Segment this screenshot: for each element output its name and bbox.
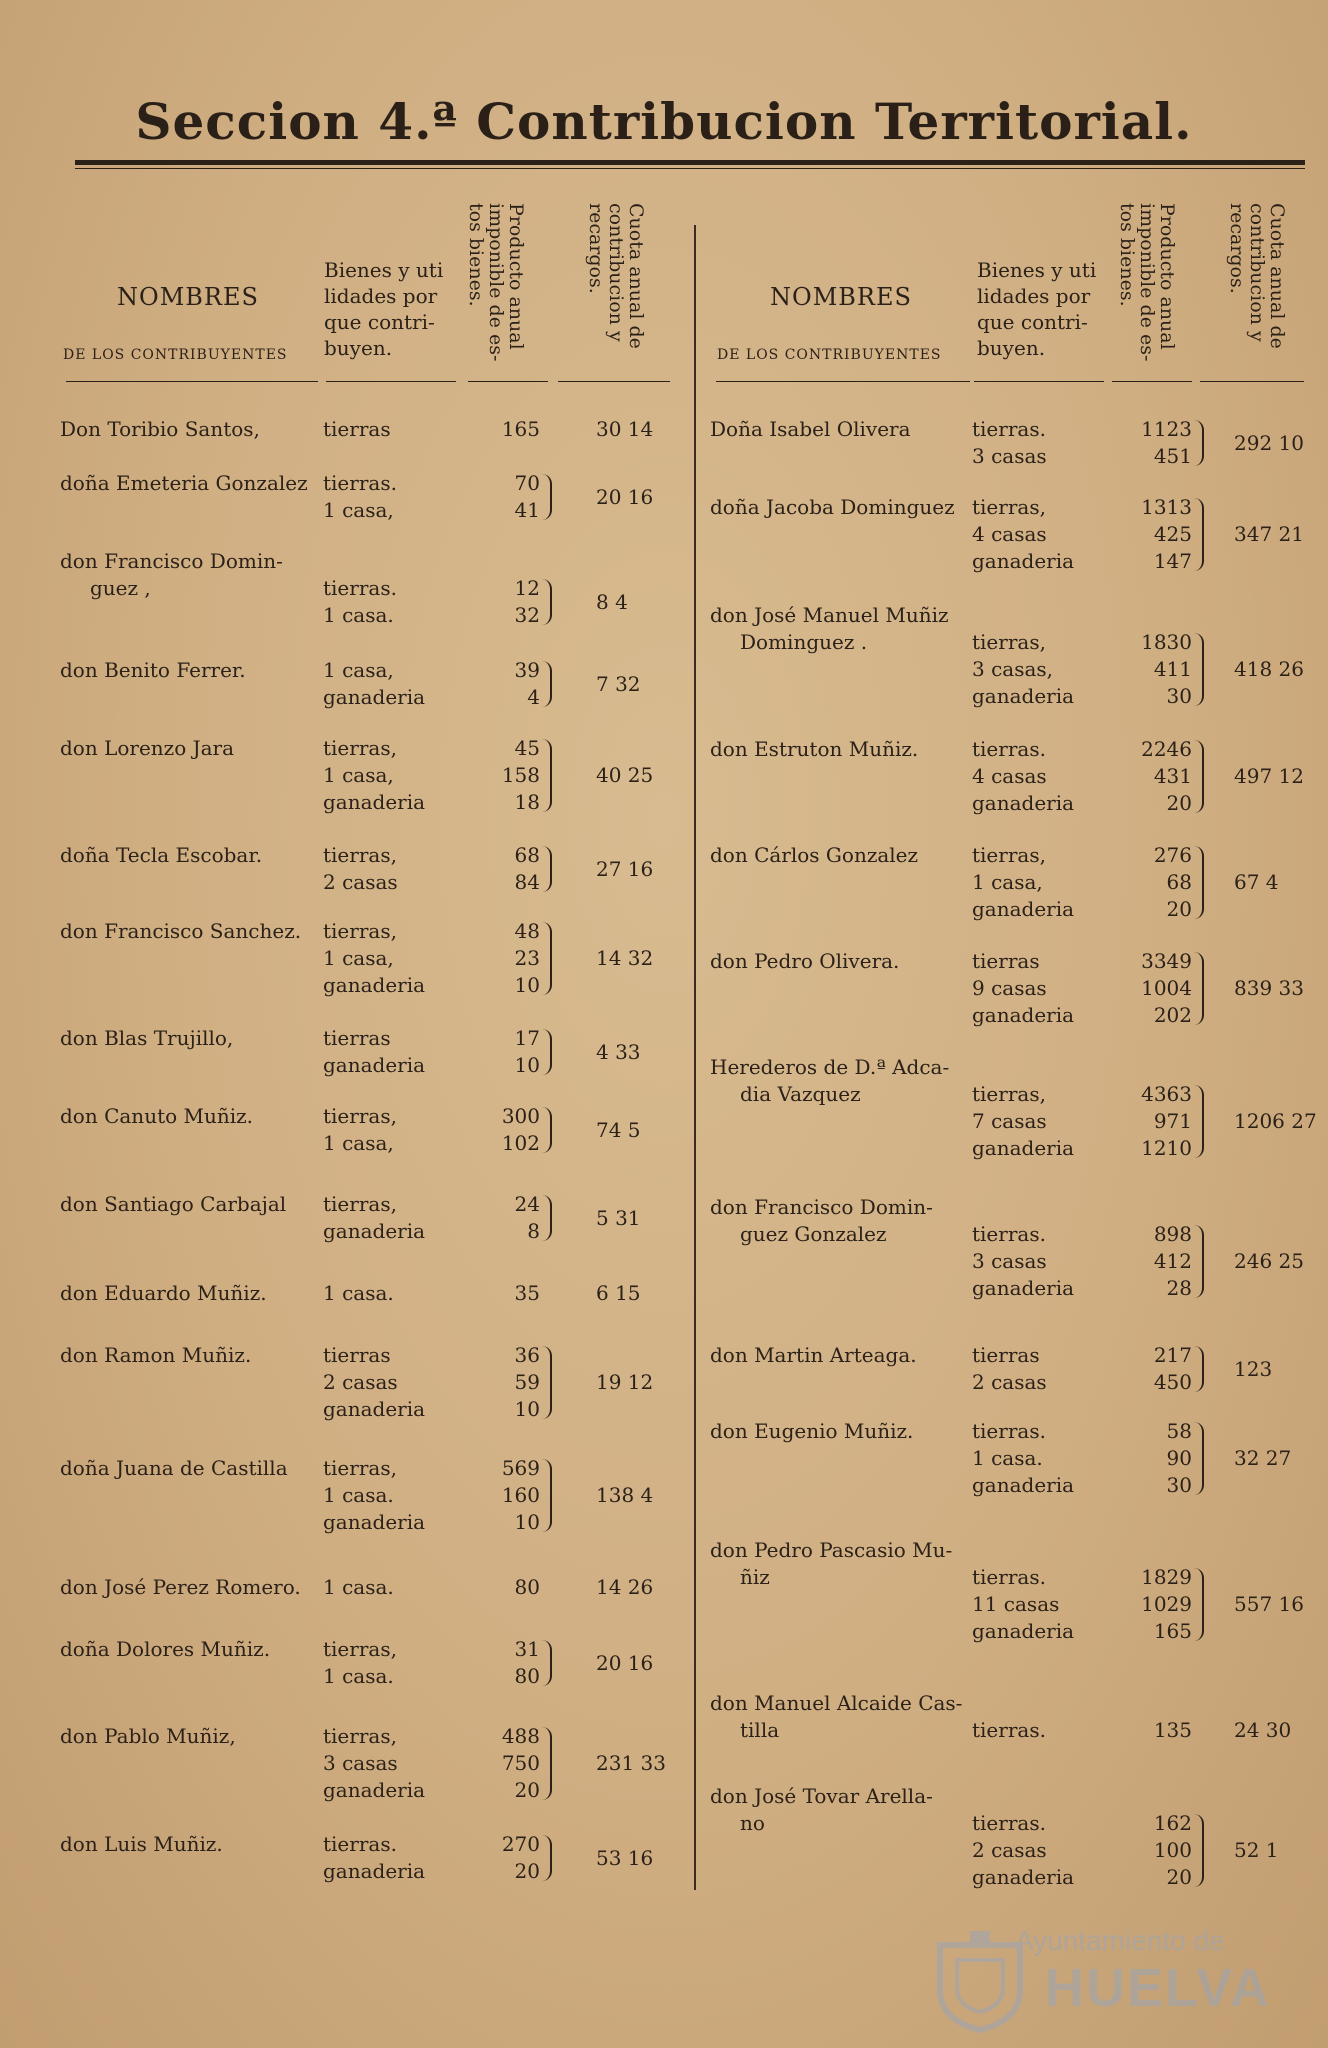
- product-amount: 1829: [1141, 1565, 1192, 1589]
- annual-quota: 40 25: [596, 763, 654, 787]
- product-amount: 68: [514, 843, 540, 867]
- contributor-name: don Lorenzo Jara: [60, 736, 235, 760]
- asset-type: ganaderia: [323, 1397, 426, 1421]
- product-amount: 10: [514, 973, 540, 997]
- asset-type: tierras.: [972, 1565, 1046, 1589]
- product-amount: 20: [1166, 791, 1192, 815]
- asset-type: tierras: [972, 949, 1040, 973]
- contributor-name: guez Gonzalez: [740, 1222, 887, 1246]
- annual-quota: 52 1: [1234, 1838, 1279, 1862]
- asset-type: ganaderia: [972, 791, 1075, 815]
- contributor-name: Dominguez .: [740, 630, 868, 654]
- product-amount: 431: [1153, 764, 1192, 788]
- product-amount: 10: [514, 1397, 540, 1421]
- asset-type: ganaderia: [972, 1136, 1075, 1160]
- grouping-brace: [542, 661, 552, 707]
- annual-quota: 32 27: [1234, 1446, 1292, 1470]
- asset-type: 2 casas: [972, 1370, 1047, 1394]
- grouping-brace: [1194, 1814, 1204, 1887]
- grouping-brace: [1194, 1568, 1204, 1641]
- annual-quota: 4 33: [596, 1039, 641, 1064]
- annual-quota: 6 15: [596, 1281, 641, 1305]
- asset-type: tierras,: [323, 843, 397, 867]
- asset-type: ganaderia: [323, 790, 426, 814]
- asset-type: ganaderia: [323, 1219, 426, 1243]
- contributor-name: don José Manuel Muñiz: [710, 603, 949, 627]
- asset-type: tierras,: [323, 919, 397, 943]
- title-rule: [75, 160, 1305, 165]
- product-amount: 488: [501, 1724, 540, 1748]
- product-amount: 1004: [1141, 976, 1192, 1000]
- bienes-heading: Bienes y uti lidades por que contri- buyen.: [324, 258, 444, 360]
- product-amount: 90: [1166, 1446, 1192, 1470]
- product-amount: 68: [1166, 870, 1192, 894]
- annual-quota: 24 30: [1234, 1718, 1292, 1742]
- grouping-brace: [1194, 1346, 1204, 1392]
- product-amount: 20: [514, 1778, 540, 1802]
- annual-quota: 67 4: [1234, 870, 1279, 894]
- grouping-brace: [542, 739, 552, 812]
- asset-type: 3 casas,: [972, 657, 1054, 681]
- page-title: Seccion 4.ª Contribucion Territorial.: [135, 92, 1193, 151]
- contributor-name: don Francisco Sanchez.: [60, 919, 302, 943]
- product-amount: 411: [1153, 657, 1192, 681]
- grouping-brace: [542, 1107, 552, 1153]
- asset-type: tierras,: [972, 843, 1046, 867]
- contribuyentes-subheading: DE LOS CONTRIBUYENTES: [63, 347, 288, 363]
- annual-quota: 27 16: [596, 856, 654, 881]
- asset-type: tierras,: [323, 736, 397, 760]
- contributor-name: don José Tovar Arella-: [710, 1784, 933, 1808]
- contributor-name: doña Jacoba Dominguez: [710, 495, 955, 519]
- asset-type: ganaderia: [972, 1865, 1075, 1889]
- contributor-name: don Benito Ferrer.: [60, 658, 246, 682]
- contributor-name: tilla: [740, 1718, 780, 1742]
- asset-type: tierras: [323, 1026, 391, 1050]
- asset-type: tierras.: [972, 1718, 1046, 1742]
- asset-type: ganaderia: [972, 1003, 1075, 1027]
- grouping-brace: [542, 1195, 552, 1241]
- asset-type: tierras: [972, 1343, 1040, 1367]
- product-amount: 1210: [1141, 1136, 1192, 1160]
- product-amount: 28: [1166, 1276, 1192, 1300]
- annual-quota: 20 16: [596, 484, 654, 509]
- asset-type: ganaderia: [323, 1510, 426, 1534]
- product-amount: 20: [514, 1859, 540, 1883]
- product-amount: 1029: [1141, 1592, 1192, 1616]
- product-amount: 450: [1153, 1370, 1192, 1394]
- contributor-name: don Ramon Muñiz.: [60, 1343, 252, 1367]
- bienes-heading-right: Bienes y uti lidades por que contri- buyen.: [977, 258, 1097, 360]
- asset-type: tierras,: [323, 1104, 397, 1128]
- product-amount: 412: [1153, 1249, 1192, 1273]
- contributor-name: doña Dolores Muñiz.: [60, 1637, 271, 1661]
- asset-type: tierras: [323, 1343, 391, 1367]
- asset-type: 3 casas: [972, 1249, 1047, 1273]
- product-amount: 30: [1166, 684, 1192, 708]
- product-amount: 165: [501, 417, 540, 441]
- product-amount: 35: [514, 1281, 540, 1305]
- contributor-name: don Eduardo Muñiz.: [60, 1281, 267, 1305]
- annual-quota: 292 10: [1234, 430, 1304, 455]
- contributor-name: don Luis Muñiz.: [60, 1832, 223, 1856]
- asset-type: tierras,: [323, 1637, 397, 1661]
- annual-quota: 497 12: [1234, 764, 1304, 788]
- product-amount: 58: [1166, 1419, 1192, 1443]
- asset-type: 1 casa,: [323, 946, 394, 970]
- asset-type: 1 casa,: [323, 763, 394, 787]
- asset-type: tierras,: [323, 1192, 397, 1216]
- asset-type: tierras.: [972, 1811, 1046, 1835]
- product-amount: 18: [514, 790, 540, 814]
- product-amount: 80: [514, 1575, 540, 1599]
- asset-type: 3 casas: [972, 444, 1047, 468]
- grouping-brace: [1194, 498, 1204, 571]
- asset-type: 11 casas: [972, 1592, 1060, 1616]
- asset-type: tierras,: [323, 1456, 397, 1480]
- product-amount: 1830: [1141, 630, 1192, 654]
- grouping-brace: [1194, 740, 1204, 813]
- annual-quota: 7 32: [596, 671, 641, 696]
- product-amount: 300: [501, 1104, 540, 1128]
- watermark-line2: HUELVA: [1045, 1958, 1271, 2018]
- contributor-name: doña Tecla Escobar.: [60, 843, 263, 867]
- asset-type: 9 casas: [972, 976, 1047, 1000]
- contributor-name: don Pedro Olivera.: [710, 949, 900, 973]
- asset-type: 1 casa.: [323, 603, 394, 627]
- grouping-brace: [1194, 633, 1204, 706]
- cuota-heading: Cuota anual de contribucion y recargos.: [585, 203, 647, 349]
- asset-type: 1 casa,: [323, 1131, 394, 1155]
- annual-quota: 53 16: [596, 1845, 654, 1870]
- asset-type: 2 casas: [972, 1838, 1047, 1862]
- asset-type: ganaderia: [972, 1473, 1075, 1497]
- asset-type: tierras.: [972, 1419, 1046, 1443]
- product-amount: 39: [514, 658, 540, 682]
- contributor-name: doña Juana de Castilla: [60, 1456, 288, 1480]
- product-amount: 32: [514, 603, 540, 627]
- product-amount: 36: [514, 1343, 540, 1367]
- asset-type: tierras,: [972, 495, 1046, 519]
- product-amount: 84: [514, 870, 540, 894]
- asset-type: tierras.: [323, 1832, 397, 1856]
- annual-quota: 1206 27: [1234, 1109, 1317, 1133]
- contributor-name: don Martin Arteaga.: [710, 1343, 917, 1367]
- annual-quota: 123: [1234, 1356, 1273, 1381]
- grouping-brace: [542, 1835, 552, 1881]
- product-amount: 165: [1153, 1619, 1192, 1643]
- asset-type: ganaderia: [972, 1276, 1075, 1300]
- asset-type: ganaderia: [972, 1619, 1075, 1643]
- product-amount: 158: [501, 763, 540, 787]
- grouping-brace: [542, 474, 552, 520]
- contributor-name: Herederos de D.ª Adca-: [710, 1055, 950, 1079]
- product-amount: 451: [1153, 444, 1192, 468]
- product-amount: 162: [1153, 1811, 1192, 1835]
- product-amount: 10: [514, 1053, 540, 1077]
- asset-type: tierras.: [972, 417, 1046, 441]
- product-amount: 48: [514, 919, 540, 943]
- product-amount: 24: [514, 1192, 540, 1216]
- producto-heading: Producto anual imponible de es- tos bienes.: [465, 203, 527, 362]
- product-amount: 12: [514, 576, 540, 600]
- product-amount: 569: [501, 1456, 540, 1480]
- contributor-name: don Pablo Muñiz,: [60, 1724, 236, 1748]
- asset-type: 1 casa.: [323, 1664, 394, 1688]
- grouping-brace: [542, 846, 552, 892]
- product-amount: 30: [1166, 1473, 1192, 1497]
- product-amount: 202: [1153, 1003, 1192, 1027]
- cuota-heading-right: Cuota anual de contribucion y recargos.: [1226, 203, 1288, 349]
- contributor-name: don Santiago Carbajal: [60, 1192, 287, 1216]
- asset-type: 4 casas: [972, 522, 1047, 546]
- asset-type: tierras.: [323, 576, 397, 600]
- grouping-brace: [542, 579, 552, 625]
- asset-type: 7 casas: [972, 1109, 1047, 1133]
- asset-type: 1 casa.: [323, 1575, 394, 1599]
- asset-type: 1 casa.: [972, 1446, 1043, 1470]
- grouping-brace: [542, 1640, 552, 1686]
- product-amount: 17: [514, 1026, 540, 1050]
- product-amount: 2246: [1141, 737, 1192, 761]
- product-amount: 10: [514, 1510, 540, 1534]
- annual-quota: 14 26: [596, 1575, 654, 1599]
- producto-heading-right: Producto anual imponible de es- tos bienes.: [1116, 203, 1178, 362]
- right-column-header: [712, 195, 1312, 385]
- asset-type: tierras.: [972, 1222, 1046, 1246]
- grouping-brace: [542, 1029, 552, 1075]
- annual-quota: 8 4: [596, 589, 628, 614]
- product-amount: 59: [514, 1370, 540, 1394]
- column-divider: [694, 225, 696, 1890]
- contributor-name: guez ,: [90, 576, 151, 600]
- product-amount: 1123: [1141, 417, 1192, 441]
- contributor-name: Doña Isabel Olivera: [710, 417, 911, 441]
- annual-quota: 19 12: [596, 1370, 654, 1394]
- product-amount: 750: [501, 1751, 540, 1775]
- contributor-name: don Estruton Muñiz.: [710, 737, 919, 761]
- contributor-name: don Pedro Pascasio Mu-: [710, 1538, 953, 1562]
- asset-type: ganaderia: [323, 973, 426, 997]
- contributor-name: doña Emeteria Gonzalez: [60, 471, 308, 495]
- contributor-name: dia Vazquez: [740, 1082, 861, 1106]
- contributor-name: don Cárlos Gonzalez: [710, 843, 919, 867]
- annual-quota: 74 5: [596, 1117, 641, 1142]
- nombres-heading-right: NOMBRES: [770, 283, 912, 311]
- annual-quota: 347 21: [1234, 522, 1304, 546]
- contributor-name: don Manuel Alcaide Cas-: [710, 1691, 963, 1715]
- asset-type: ganaderia: [323, 1053, 426, 1077]
- annual-quota: 138 4: [596, 1483, 654, 1507]
- grouping-brace: [542, 1346, 552, 1419]
- asset-type: 2 casas: [323, 1370, 398, 1394]
- annual-quota: 557 16: [1234, 1592, 1304, 1616]
- title-rule-thin: [75, 168, 1305, 169]
- asset-type: tierras.: [972, 737, 1046, 761]
- asset-type: 2 casas: [323, 870, 398, 894]
- product-amount: 217: [1153, 1343, 1192, 1367]
- product-amount: 80: [514, 1664, 540, 1688]
- contributor-name: don Eugenio Muñiz.: [710, 1419, 914, 1443]
- asset-type: tierras,: [323, 1724, 397, 1748]
- watermark-line1: Ayuntamiento de: [1015, 1925, 1225, 1956]
- contribuyentes-subheading-right: DE LOS CONTRIBUYENTES: [717, 347, 942, 363]
- asset-type: 1 casa,: [323, 498, 394, 522]
- product-amount: 31: [514, 1637, 540, 1661]
- watermark: [925, 1925, 1285, 2035]
- contributor-name: don Francisco Domin-: [60, 549, 283, 573]
- asset-type: 1 casa,: [323, 658, 394, 682]
- product-amount: 20: [1166, 1865, 1192, 1889]
- product-amount: 4363: [1141, 1082, 1192, 1106]
- asset-type: ganaderia: [972, 549, 1075, 573]
- contributor-name: no: [740, 1811, 765, 1835]
- asset-type: tierras,: [972, 1082, 1046, 1106]
- product-amount: 1313: [1141, 495, 1192, 519]
- grouping-brace: [1194, 420, 1204, 466]
- annual-quota: 246 25: [1234, 1249, 1304, 1273]
- asset-type: tierras,: [972, 630, 1046, 654]
- product-amount: 3349: [1141, 949, 1192, 973]
- grouping-brace: [542, 1727, 552, 1800]
- product-amount: 160: [501, 1483, 540, 1507]
- asset-type: 1 casa.: [323, 1281, 394, 1305]
- product-amount: 70: [514, 471, 540, 495]
- product-amount: 41: [514, 498, 540, 522]
- grouping-brace: [1194, 1422, 1204, 1495]
- product-amount: 135: [1153, 1718, 1192, 1742]
- product-amount: 270: [501, 1832, 540, 1856]
- contributor-name: don Canuto Muñiz.: [60, 1104, 254, 1128]
- product-amount: 100: [1153, 1838, 1192, 1862]
- product-amount: 102: [501, 1131, 540, 1155]
- product-amount: 4: [527, 685, 540, 709]
- asset-type: ganaderia: [323, 1859, 426, 1883]
- asset-type: 3 casas: [323, 1751, 398, 1775]
- product-amount: 45: [514, 736, 540, 760]
- annual-quota: 20 16: [596, 1650, 654, 1675]
- product-amount: 8: [527, 1219, 540, 1243]
- asset-type: tierras.: [323, 471, 397, 495]
- contributor-name: don Francisco Domin-: [710, 1195, 933, 1219]
- asset-type: 1 casa,: [972, 870, 1043, 894]
- grouping-brace: [542, 1459, 552, 1532]
- annual-quota: 231 33: [596, 1751, 666, 1775]
- contributor-name: don José Perez Romero.: [60, 1575, 301, 1599]
- product-amount: 971: [1153, 1109, 1192, 1133]
- product-amount: 147: [1153, 549, 1192, 573]
- grouping-brace: [1194, 952, 1204, 1025]
- grouping-brace: [542, 922, 552, 995]
- left-column-header: [58, 195, 678, 385]
- asset-type: tierras: [323, 417, 391, 441]
- product-amount: 20: [1166, 897, 1192, 921]
- annual-quota: 14 32: [596, 946, 654, 970]
- asset-type: ganaderia: [323, 1778, 426, 1802]
- annual-quota: 418 26: [1234, 657, 1304, 681]
- annual-quota: 839 33: [1234, 976, 1304, 1000]
- asset-type: ganaderia: [323, 685, 426, 709]
- product-amount: 898: [1153, 1222, 1192, 1246]
- product-amount: 23: [514, 946, 540, 970]
- asset-type: ganaderia: [972, 684, 1075, 708]
- product-amount: 425: [1153, 522, 1192, 546]
- grouping-brace: [1194, 1225, 1204, 1298]
- nombres-heading: NOMBRES: [117, 283, 259, 311]
- annual-quota: 30 14: [596, 417, 654, 441]
- contributor-name: Don Toribio Santos,: [60, 417, 260, 441]
- contributor-name: ñiz: [740, 1565, 770, 1589]
- contributor-name: don Blas Trujillo,: [60, 1026, 234, 1050]
- asset-type: 4 casas: [972, 764, 1047, 788]
- product-amount: 276: [1153, 843, 1192, 867]
- grouping-brace: [1194, 1085, 1204, 1158]
- asset-type: ganaderia: [972, 897, 1075, 921]
- annual-quota: 5 31: [596, 1205, 641, 1230]
- grouping-brace: [1194, 846, 1204, 919]
- asset-type: 1 casa.: [323, 1483, 394, 1507]
